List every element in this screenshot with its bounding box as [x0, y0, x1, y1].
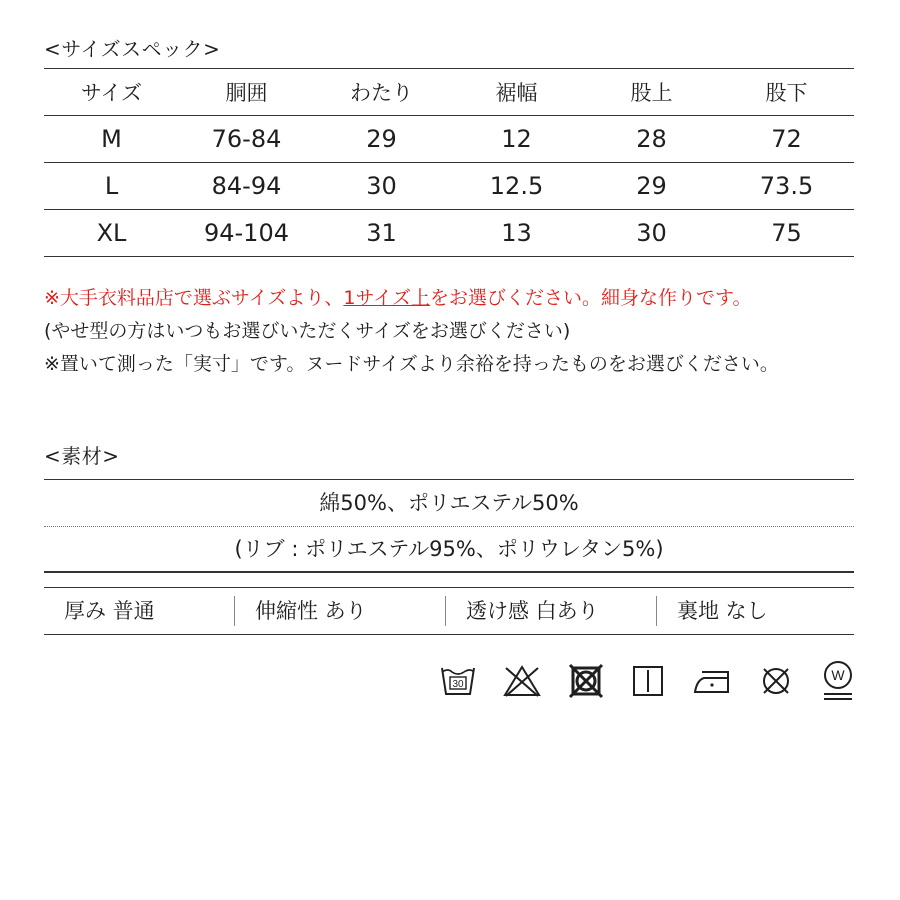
iron-low-icon: [692, 666, 732, 696]
material-box: [44, 479, 854, 572]
property-sheerness: 透け感 白あり: [445, 596, 656, 626]
no-bleach-icon: [503, 664, 541, 698]
cell-rise: 29: [584, 163, 719, 210]
property-stretch: 伸縮性 あり: [234, 596, 445, 626]
material-composition: 綿50%、ポリエステル50%: [44, 479, 854, 527]
wet-clean-icon: [820, 659, 856, 703]
cell-waist: 94-104: [179, 210, 314, 257]
cell-inseam: 72: [719, 116, 854, 163]
no-tumble-dry-icon: [568, 663, 604, 699]
cell-size: XL: [44, 210, 179, 257]
line-dry-icon: [631, 664, 665, 698]
cell-inseam: 73.5: [719, 163, 854, 210]
wash-30-icon: [440, 664, 476, 698]
note-red-prefix: ※大手衣料品店で選ぶサイズより、: [44, 287, 344, 309]
header-rise: 股上: [584, 69, 719, 116]
size-spec-title: <サイズスペック>: [44, 37, 221, 61]
material-rib: (リブ : ポリエステル95%、ポリウレタン5%): [44, 527, 854, 572]
header-size: サイズ: [44, 69, 179, 116]
size-table: [44, 68, 854, 257]
header-thigh: わたり: [314, 69, 449, 116]
cell-thigh: 29: [314, 116, 449, 163]
cell-size: L: [44, 163, 179, 210]
size-table-header: [44, 69, 854, 116]
size-notes: [44, 282, 874, 381]
divider: [44, 572, 854, 573]
care-icons: [440, 658, 856, 704]
cell-waist: 76-84: [179, 116, 314, 163]
wet-clean-label: W: [831, 667, 845, 683]
note-line-2: (やせ型の方はいつもお選びいただくサイズをお選びください): [44, 320, 571, 342]
table-row: [44, 210, 854, 257]
cell-size: M: [44, 116, 179, 163]
cell-rise: 28: [584, 116, 719, 163]
note-red-line: [44, 282, 874, 315]
property-lining: 裏地 なし: [656, 596, 827, 626]
cell-inseam: 75: [719, 210, 854, 257]
cell-thigh: 30: [314, 163, 449, 210]
fabric-properties: [44, 587, 854, 635]
material-title: <素材>: [44, 444, 120, 468]
header-waist: 胴囲: [179, 69, 314, 116]
table-row: [44, 163, 854, 210]
wash-temp-label: 30: [452, 679, 464, 690]
cell-hem: 12: [449, 116, 584, 163]
no-dry-clean-icon: [759, 664, 793, 698]
note-line-3: ※置いて測った「実寸」です。ヌードサイズより余裕を持ったものをお選びください。: [44, 353, 779, 375]
cell-waist: 84-94: [179, 163, 314, 210]
note-red-suffix: をお選びください。細身な作りです。: [429, 287, 752, 309]
header-hem: 裾幅: [449, 69, 584, 116]
property-thickness: 厚み 普通: [64, 599, 155, 623]
note-red-underlined: 1サイズ上: [343, 287, 430, 309]
cell-thigh: 31: [314, 210, 449, 257]
header-inseam: 股下: [719, 69, 854, 116]
table-row: [44, 116, 854, 163]
cell-hem: 13: [449, 210, 584, 257]
cell-hem: 12.5: [449, 163, 584, 210]
cell-rise: 30: [584, 210, 719, 257]
